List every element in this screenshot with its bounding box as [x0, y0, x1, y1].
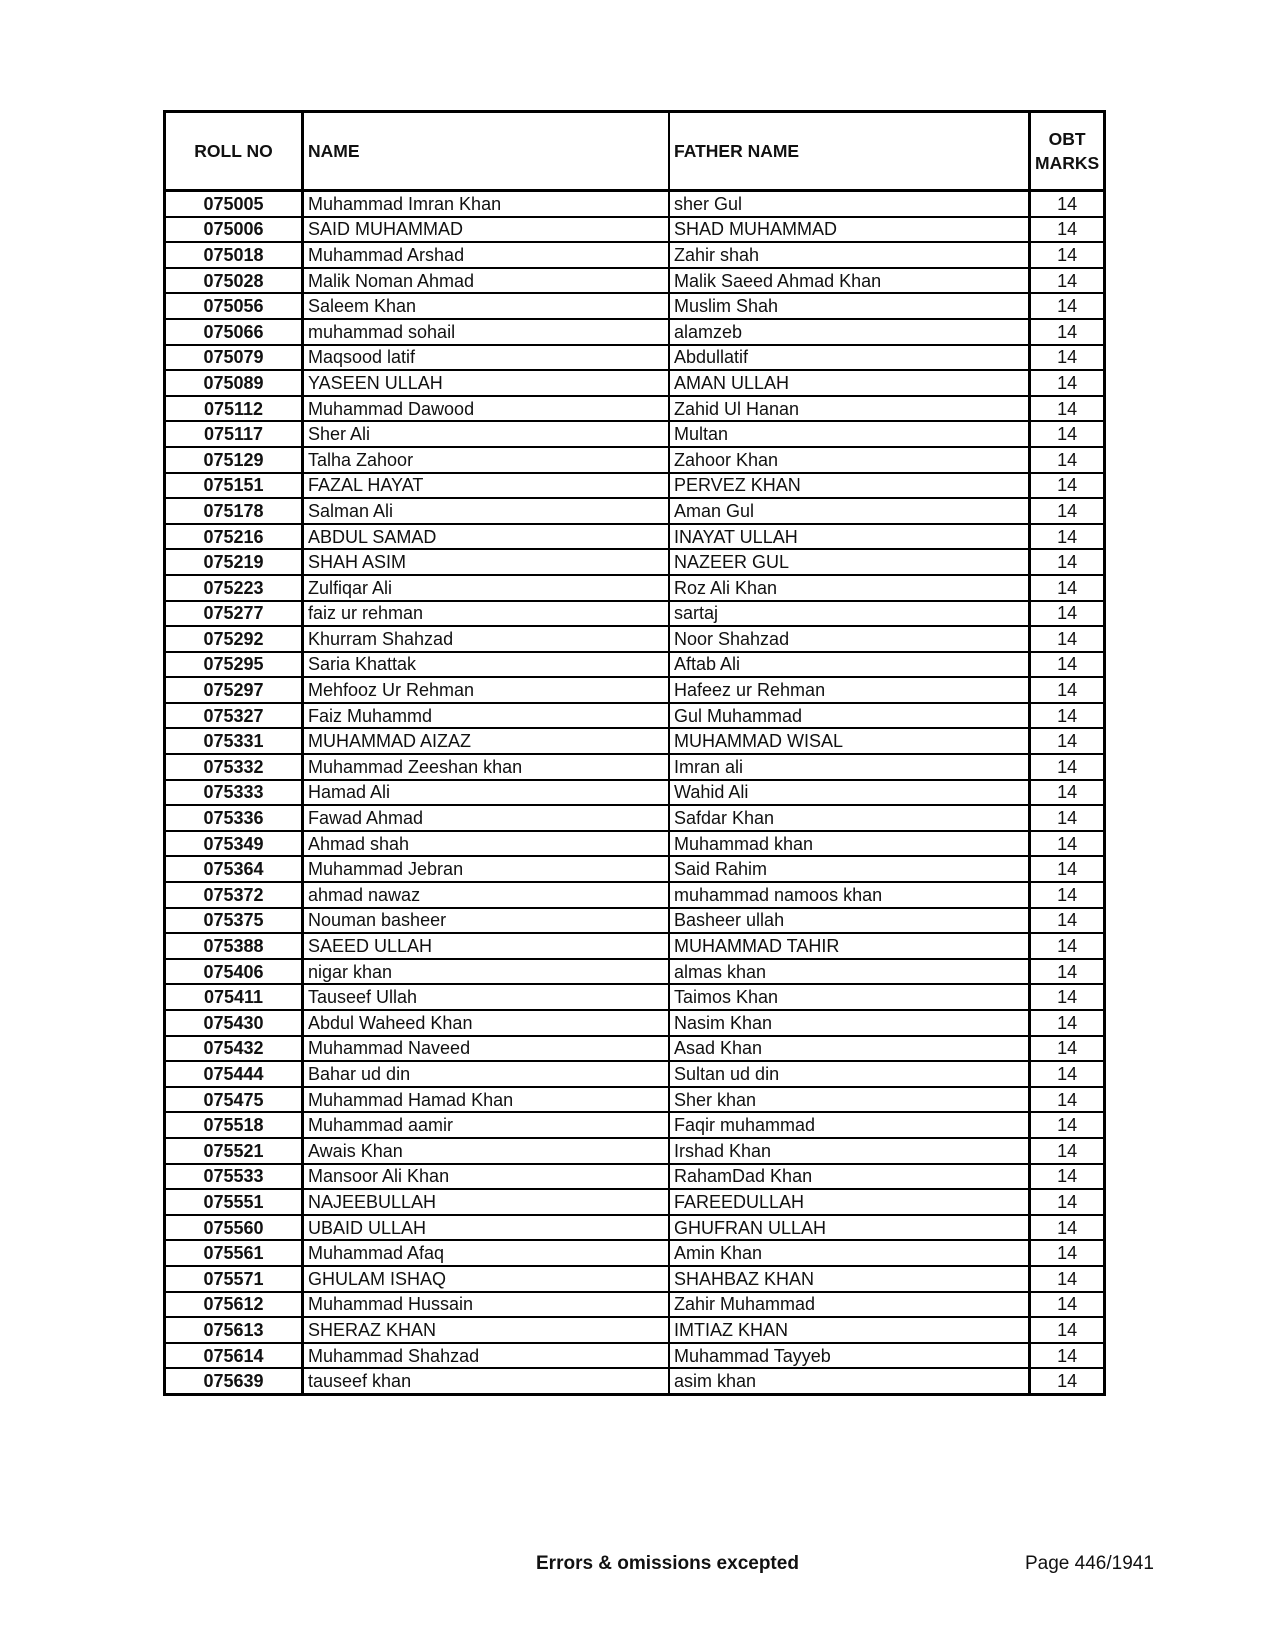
father-name-cell: Aman Gul [669, 498, 1030, 524]
father-name-cell: muhammad namoos khan [669, 882, 1030, 908]
roll-no-cell: 075006 [165, 217, 303, 243]
obt-marks-cell: 14 [1030, 1292, 1105, 1318]
roll-no-cell: 075432 [165, 1036, 303, 1062]
page-number: Page 446/1941 [1025, 1553, 1154, 1574]
father-name-cell: alamzeb [669, 319, 1030, 345]
obt-marks-cell: 14 [1030, 856, 1105, 882]
father-name-cell: almas khan [669, 959, 1030, 985]
obt-marks-cell: 14 [1030, 1368, 1105, 1394]
obt-marks-cell: 14 [1030, 345, 1105, 371]
father-name-cell: GHUFRAN ULLAH [669, 1215, 1030, 1241]
roll-no-cell: 075297 [165, 677, 303, 703]
name-cell: NAJEEBULLAH [303, 1189, 670, 1215]
obt-marks-cell: 14 [1030, 498, 1105, 524]
name-cell: SAEED ULLAH [303, 933, 670, 959]
obt-marks-cell: 14 [1030, 601, 1105, 627]
roll-no-cell: 075613 [165, 1317, 303, 1343]
table-body [165, 191, 1105, 1395]
obt-marks-cell: 14 [1030, 1061, 1105, 1087]
table-row [165, 242, 1105, 268]
table-header-row [165, 112, 1105, 191]
roll-no-cell: 075614 [165, 1343, 303, 1369]
obt-marks-cell: 14 [1030, 1112, 1105, 1138]
table-row [165, 1164, 1105, 1190]
table-row [165, 856, 1105, 882]
roll-no-cell: 075533 [165, 1164, 303, 1190]
obt-marks-cell: 14 [1030, 268, 1105, 294]
table-row [165, 421, 1105, 447]
table-row [165, 984, 1105, 1010]
roll-no-cell: 075223 [165, 575, 303, 601]
obt-marks-cell: 14 [1030, 293, 1105, 319]
father-name-cell: Asad Khan [669, 1036, 1030, 1062]
roll-no-cell: 075364 [165, 856, 303, 882]
father-name-cell: Muhammad Tayyeb [669, 1343, 1030, 1369]
table-row [165, 396, 1105, 422]
name-cell: Maqsood latif [303, 345, 670, 371]
name-cell: Malik Noman Ahmad [303, 268, 670, 294]
obt-marks-cell: 14 [1030, 1087, 1105, 1113]
table-row [165, 831, 1105, 857]
father-name-cell: RahamDad Khan [669, 1164, 1030, 1190]
father-name-cell: Gul Muhammad [669, 703, 1030, 729]
name-cell: Bahar ud din [303, 1061, 670, 1087]
father-name-cell: asim khan [669, 1368, 1030, 1394]
name-cell: Muhammad aamir [303, 1112, 670, 1138]
obt-marks-cell: 14 [1030, 575, 1105, 601]
obt-marks-cell: 14 [1030, 524, 1105, 550]
name-cell: Hamad Ali [303, 780, 670, 806]
obt-marks-cell: 14 [1030, 984, 1105, 1010]
obt-marks-cell: 14 [1030, 1343, 1105, 1369]
roll-no-cell: 075117 [165, 421, 303, 447]
table-row [165, 370, 1105, 396]
table-row [165, 1189, 1105, 1215]
table-row [165, 217, 1105, 243]
table-row [165, 447, 1105, 473]
roll-no-cell: 075112 [165, 396, 303, 422]
table-row [165, 1010, 1105, 1036]
table-row [165, 268, 1105, 294]
table-row [165, 1036, 1105, 1062]
father-name-cell: Nasim Khan [669, 1010, 1030, 1036]
name-cell: Muhammad Zeeshan khan [303, 754, 670, 780]
name-cell: Sher Ali [303, 421, 670, 447]
roll-no-cell: 075178 [165, 498, 303, 524]
name-cell: Muhammad Naveed [303, 1036, 670, 1062]
name-cell: Mehfooz Ur Rehman [303, 677, 670, 703]
father-name-cell: AMAN ULLAH [669, 370, 1030, 396]
roll-no-cell: 075375 [165, 908, 303, 934]
name-cell: nigar khan [303, 959, 670, 985]
header-father-name: FATHER NAME [669, 112, 1030, 191]
name-cell: Nouman basheer [303, 908, 670, 934]
father-name-cell: Abdullatif [669, 345, 1030, 371]
roll-no-cell: 075089 [165, 370, 303, 396]
table-row [165, 652, 1105, 678]
obt-marks-cell: 14 [1030, 242, 1105, 268]
obt-marks-cell: 14 [1030, 933, 1105, 959]
table-row [165, 626, 1105, 652]
name-cell: muhammad sohail [303, 319, 670, 345]
table-row [165, 677, 1105, 703]
table-row [165, 345, 1105, 371]
father-name-cell: Zahir Muhammad [669, 1292, 1030, 1318]
name-cell: SHERAZ KHAN [303, 1317, 670, 1343]
table-row [165, 575, 1105, 601]
name-cell: faiz ur rehman [303, 601, 670, 627]
table-row [165, 319, 1105, 345]
name-cell: Salman Ali [303, 498, 670, 524]
father-name-cell: FAREEDULLAH [669, 1189, 1030, 1215]
father-name-cell: Malik Saeed Ahmad Khan [669, 268, 1030, 294]
name-cell: Muhammad Hussain [303, 1292, 670, 1318]
name-cell: Muhammad Jebran [303, 856, 670, 882]
father-name-cell: Taimos Khan [669, 984, 1030, 1010]
table-row [165, 959, 1105, 985]
table-row [165, 703, 1105, 729]
roll-no-cell: 075151 [165, 473, 303, 499]
header-obt-marks [1030, 112, 1105, 191]
obt-marks-cell: 14 [1030, 626, 1105, 652]
name-cell: YASEEN ULLAH [303, 370, 670, 396]
name-cell: Muhammad Arshad [303, 242, 670, 268]
obt-marks-cell: 14 [1030, 191, 1105, 217]
roll-no-cell: 075018 [165, 242, 303, 268]
table-row [165, 933, 1105, 959]
roll-no-cell: 075388 [165, 933, 303, 959]
table-row [165, 1087, 1105, 1113]
father-name-cell: IMTIAZ KHAN [669, 1317, 1030, 1343]
table-row [165, 728, 1105, 754]
roll-no-cell: 075551 [165, 1189, 303, 1215]
table-row [165, 601, 1105, 627]
table-row [165, 473, 1105, 499]
roll-no-cell: 075560 [165, 1215, 303, 1241]
name-cell: Muhammad Hamad Khan [303, 1087, 670, 1113]
name-cell: Saleem Khan [303, 293, 670, 319]
roll-no-cell: 075444 [165, 1061, 303, 1087]
table-row [165, 1215, 1105, 1241]
father-name-cell: Sher khan [669, 1087, 1030, 1113]
roll-no-cell: 075639 [165, 1368, 303, 1394]
table-row [165, 549, 1105, 575]
roll-no-cell: 075521 [165, 1138, 303, 1164]
obt-marks-cell: 14 [1030, 652, 1105, 678]
obt-marks-cell: 14 [1030, 319, 1105, 345]
table-row [165, 191, 1105, 217]
father-name-cell: Irshad Khan [669, 1138, 1030, 1164]
roll-no-cell: 075475 [165, 1087, 303, 1113]
name-cell: Faiz Muhammd [303, 703, 670, 729]
obt-marks-cell: 14 [1030, 370, 1105, 396]
obt-marks-cell: 14 [1030, 1317, 1105, 1343]
name-cell: Muhammad Dawood [303, 396, 670, 422]
name-cell: UBAID ULLAH [303, 1215, 670, 1241]
roll-no-cell: 075331 [165, 728, 303, 754]
father-name-cell: Imran ali [669, 754, 1030, 780]
header-obt-marks-line1: OBT [1048, 129, 1086, 149]
obt-marks-cell: 14 [1030, 1240, 1105, 1266]
name-cell: Muhammad Shahzad [303, 1343, 670, 1369]
father-name-cell: SHAHBAZ KHAN [669, 1266, 1030, 1292]
roll-no-cell: 075219 [165, 549, 303, 575]
father-name-cell: PERVEZ KHAN [669, 473, 1030, 499]
name-cell: Zulfiqar Ali [303, 575, 670, 601]
table-row [165, 1138, 1105, 1164]
obt-marks-cell: 14 [1030, 831, 1105, 857]
table-row [165, 1368, 1105, 1394]
roll-no-cell: 075292 [165, 626, 303, 652]
name-cell: Saria Khattak [303, 652, 670, 678]
obt-marks-cell: 14 [1030, 959, 1105, 985]
roll-no-cell: 075332 [165, 754, 303, 780]
obt-marks-cell: 14 [1030, 549, 1105, 575]
roll-no-cell: 075349 [165, 831, 303, 857]
table-row [165, 805, 1105, 831]
footer-disclaimer: Errors & omissions excepted [536, 1553, 799, 1574]
name-cell: Ahmad shah [303, 831, 670, 857]
obt-marks-cell: 14 [1030, 728, 1105, 754]
obt-marks-cell: 14 [1030, 1010, 1105, 1036]
father-name-cell: Aftab Ali [669, 652, 1030, 678]
obt-marks-cell: 14 [1030, 1164, 1105, 1190]
roll-no-cell: 075372 [165, 882, 303, 908]
roll-no-cell: 075277 [165, 601, 303, 627]
obt-marks-cell: 14 [1030, 473, 1105, 499]
name-cell: Muhammad Imran Khan [303, 191, 670, 217]
father-name-cell: NAZEER GUL [669, 549, 1030, 575]
father-name-cell: Zahoor Khan [669, 447, 1030, 473]
name-cell: Abdul Waheed Khan [303, 1010, 670, 1036]
father-name-cell: sher Gul [669, 191, 1030, 217]
father-name-cell: Amin Khan [669, 1240, 1030, 1266]
obt-marks-cell: 14 [1030, 447, 1105, 473]
father-name-cell: Hafeez ur Rehman [669, 677, 1030, 703]
father-name-cell: sartaj [669, 601, 1030, 627]
table-row [165, 293, 1105, 319]
obt-marks-cell: 14 [1030, 677, 1105, 703]
obt-marks-cell: 14 [1030, 908, 1105, 934]
roll-no-cell: 075005 [165, 191, 303, 217]
obt-marks-cell: 14 [1030, 1189, 1105, 1215]
father-name-cell: Sultan ud din [669, 1061, 1030, 1087]
name-cell: Khurram Shahzad [303, 626, 670, 652]
table-row [165, 1240, 1105, 1266]
roll-no-cell: 075066 [165, 319, 303, 345]
obt-marks-cell: 14 [1030, 217, 1105, 243]
table-row [165, 1112, 1105, 1138]
roll-no-cell: 075028 [165, 268, 303, 294]
header-obt-marks-line2: MARKS [1035, 153, 1100, 173]
results-table [163, 110, 1106, 1396]
father-name-cell: Basheer ullah [669, 908, 1030, 934]
table-row [165, 498, 1105, 524]
name-cell: GHULAM ISHAQ [303, 1266, 670, 1292]
father-name-cell: Wahid Ali [669, 780, 1030, 806]
roll-no-cell: 075561 [165, 1240, 303, 1266]
father-name-cell: Zahir shah [669, 242, 1030, 268]
roll-no-cell: 075216 [165, 524, 303, 550]
roll-no-cell: 075571 [165, 1266, 303, 1292]
father-name-cell: MUHAMMAD WISAL [669, 728, 1030, 754]
father-name-cell: Muslim Shah [669, 293, 1030, 319]
obt-marks-cell: 14 [1030, 1138, 1105, 1164]
roll-no-cell: 075518 [165, 1112, 303, 1138]
name-cell: SAID MUHAMMAD [303, 217, 670, 243]
roll-no-cell: 075612 [165, 1292, 303, 1318]
roll-no-cell: 075333 [165, 780, 303, 806]
father-name-cell: Zahid Ul Hanan [669, 396, 1030, 422]
father-name-cell: Said Rahim [669, 856, 1030, 882]
father-name-cell: MUHAMMAD TAHIR [669, 933, 1030, 959]
roll-no-cell: 075430 [165, 1010, 303, 1036]
obt-marks-cell: 14 [1030, 805, 1105, 831]
name-cell: MUHAMMAD AIZAZ [303, 728, 670, 754]
father-name-cell: SHAD MUHAMMAD [669, 217, 1030, 243]
roll-no-cell: 075327 [165, 703, 303, 729]
father-name-cell: INAYAT ULLAH [669, 524, 1030, 550]
name-cell: Talha Zahoor [303, 447, 670, 473]
obt-marks-cell: 14 [1030, 1215, 1105, 1241]
roll-no-cell: 075411 [165, 984, 303, 1010]
father-name-cell: Muhammad khan [669, 831, 1030, 857]
name-cell: ahmad nawaz [303, 882, 670, 908]
table-row [165, 524, 1105, 550]
father-name-cell: Multan [669, 421, 1030, 447]
table-row [165, 1343, 1105, 1369]
obt-marks-cell: 14 [1030, 421, 1105, 447]
obt-marks-cell: 14 [1030, 396, 1105, 422]
name-cell: Awais Khan [303, 1138, 670, 1164]
name-cell: ABDUL SAMAD [303, 524, 670, 550]
father-name-cell: Noor Shahzad [669, 626, 1030, 652]
name-cell: tauseef khan [303, 1368, 670, 1394]
obt-marks-cell: 14 [1030, 1266, 1105, 1292]
father-name-cell: Faqir muhammad [669, 1112, 1030, 1138]
table-row [165, 908, 1105, 934]
roll-no-cell: 075129 [165, 447, 303, 473]
obt-marks-cell: 14 [1030, 780, 1105, 806]
roll-no-cell: 075056 [165, 293, 303, 319]
obt-marks-cell: 14 [1030, 703, 1105, 729]
name-cell: Fawad Ahmad [303, 805, 670, 831]
roll-no-cell: 075079 [165, 345, 303, 371]
table-row [165, 882, 1105, 908]
roll-no-cell: 075406 [165, 959, 303, 985]
name-cell: FAZAL HAYAT [303, 473, 670, 499]
father-name-cell: Safdar Khan [669, 805, 1030, 831]
name-cell: Mansoor Ali Khan [303, 1164, 670, 1190]
table-row [165, 1292, 1105, 1318]
roll-no-cell: 075336 [165, 805, 303, 831]
table-row [165, 1266, 1105, 1292]
name-cell: SHAH ASIM [303, 549, 670, 575]
name-cell: Tauseef Ullah [303, 984, 670, 1010]
name-cell: Muhammad Afaq [303, 1240, 670, 1266]
header-name: NAME [303, 112, 670, 191]
obt-marks-cell: 14 [1030, 754, 1105, 780]
obt-marks-cell: 14 [1030, 882, 1105, 908]
obt-marks-cell: 14 [1030, 1036, 1105, 1062]
table-row [165, 1061, 1105, 1087]
header-roll-no: ROLL NO [165, 112, 303, 191]
father-name-cell: Roz Ali Khan [669, 575, 1030, 601]
table-row [165, 1317, 1105, 1343]
table-row [165, 754, 1105, 780]
roll-no-cell: 075295 [165, 652, 303, 678]
table-row [165, 780, 1105, 806]
